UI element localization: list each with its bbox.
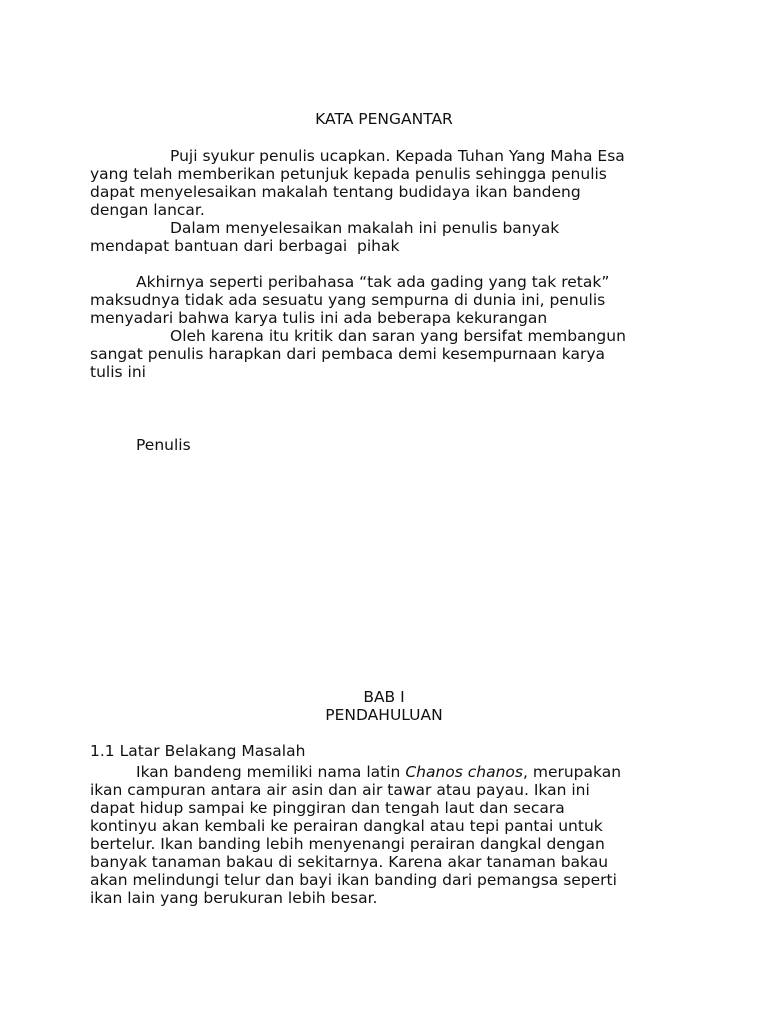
section-paragraph-line-4: kontinyu akan kembali ke perairan dangkal atau tepi pantai untuk — [90, 817, 603, 835]
preface-paragraph-1-line-4: dengan lancar. — [90, 201, 205, 219]
section-paragraph-line-8: ikan lain yang berukuran lebih besar. — [90, 889, 378, 907]
preface-paragraph-2-line-2: mendapat bantuan dari berbagai pihak — [90, 237, 400, 255]
preface-paragraph-1-line-2: yang telah memberikan petunjuk kepada penulis sehingga penulis — [90, 165, 607, 183]
preface-paragraph-1-line-3: dapat menyelesaikan makalah tentang budidaya ikan bandeng — [90, 183, 581, 201]
preface-paragraph-4-line-2: sangat penulis harapkan dari pembaca demi kesempurnaan karya — [90, 345, 606, 363]
section-paragraph-line-3: dapat hidup sampai ke pinggiran dan tengah laut dan secara — [90, 799, 565, 817]
section-heading: 1.1 Latar Belakang Masalah — [90, 742, 306, 760]
preface-paragraph-1-line-1: Puji syukur penulis ucapkan. Kepada Tuhan Yang Maha Esa — [170, 147, 625, 165]
section-paragraph-line-7: akan melindungi telur dan bayi ikan banding dari pemangsa seperti — [90, 871, 617, 889]
preface-paragraph-3-line-1: Akhirnya seperti peribahasa “tak ada gading yang tak retak” — [136, 273, 610, 291]
section-paragraph-line-5: bertelur. Ikan banding lebih menyenangi perairan dangkal dengan — [90, 835, 605, 853]
preface-paragraph-2-line-1: Dalam menyelesaikan makalah ini penulis banyak — [170, 219, 560, 237]
preface-signature: Penulis — [136, 436, 191, 454]
section-paragraph-line-6: banyak tanaman bakau di sekitarnya. Karena akar tanaman bakau — [90, 853, 609, 871]
preface-title: KATA PENGANTAR — [315, 110, 453, 128]
chapter-title: PENDAHULUAN — [325, 706, 443, 724]
latin-name: Chanos chanos — [405, 763, 523, 781]
section-paragraph-line-2: ikan campuran antara air asin dan air tawar atau payau. Ikan ini — [90, 781, 590, 799]
chapter-number: BAB I — [363, 688, 405, 706]
section-paragraph-line-1 — [136, 763, 621, 782]
preface-paragraph-4-line-3: tulis ini — [90, 363, 146, 381]
preface-paragraph-3-line-3: menyadari bahwa karya tulis ini ada beberapa kekurangan — [90, 309, 548, 327]
preface-paragraph-3-line-2: maksudnya tidak ada sesuatu yang sempurna di dunia ini, penulis — [90, 291, 606, 309]
section-paragraph-tail: , merupakan — [523, 763, 622, 781]
preface-paragraph-4-line-1: Oleh karena itu kritik dan saran yang bersifat membangun — [170, 327, 626, 345]
section-paragraph-lead: Ikan bandeng memiliki nama latin — [136, 763, 406, 781]
